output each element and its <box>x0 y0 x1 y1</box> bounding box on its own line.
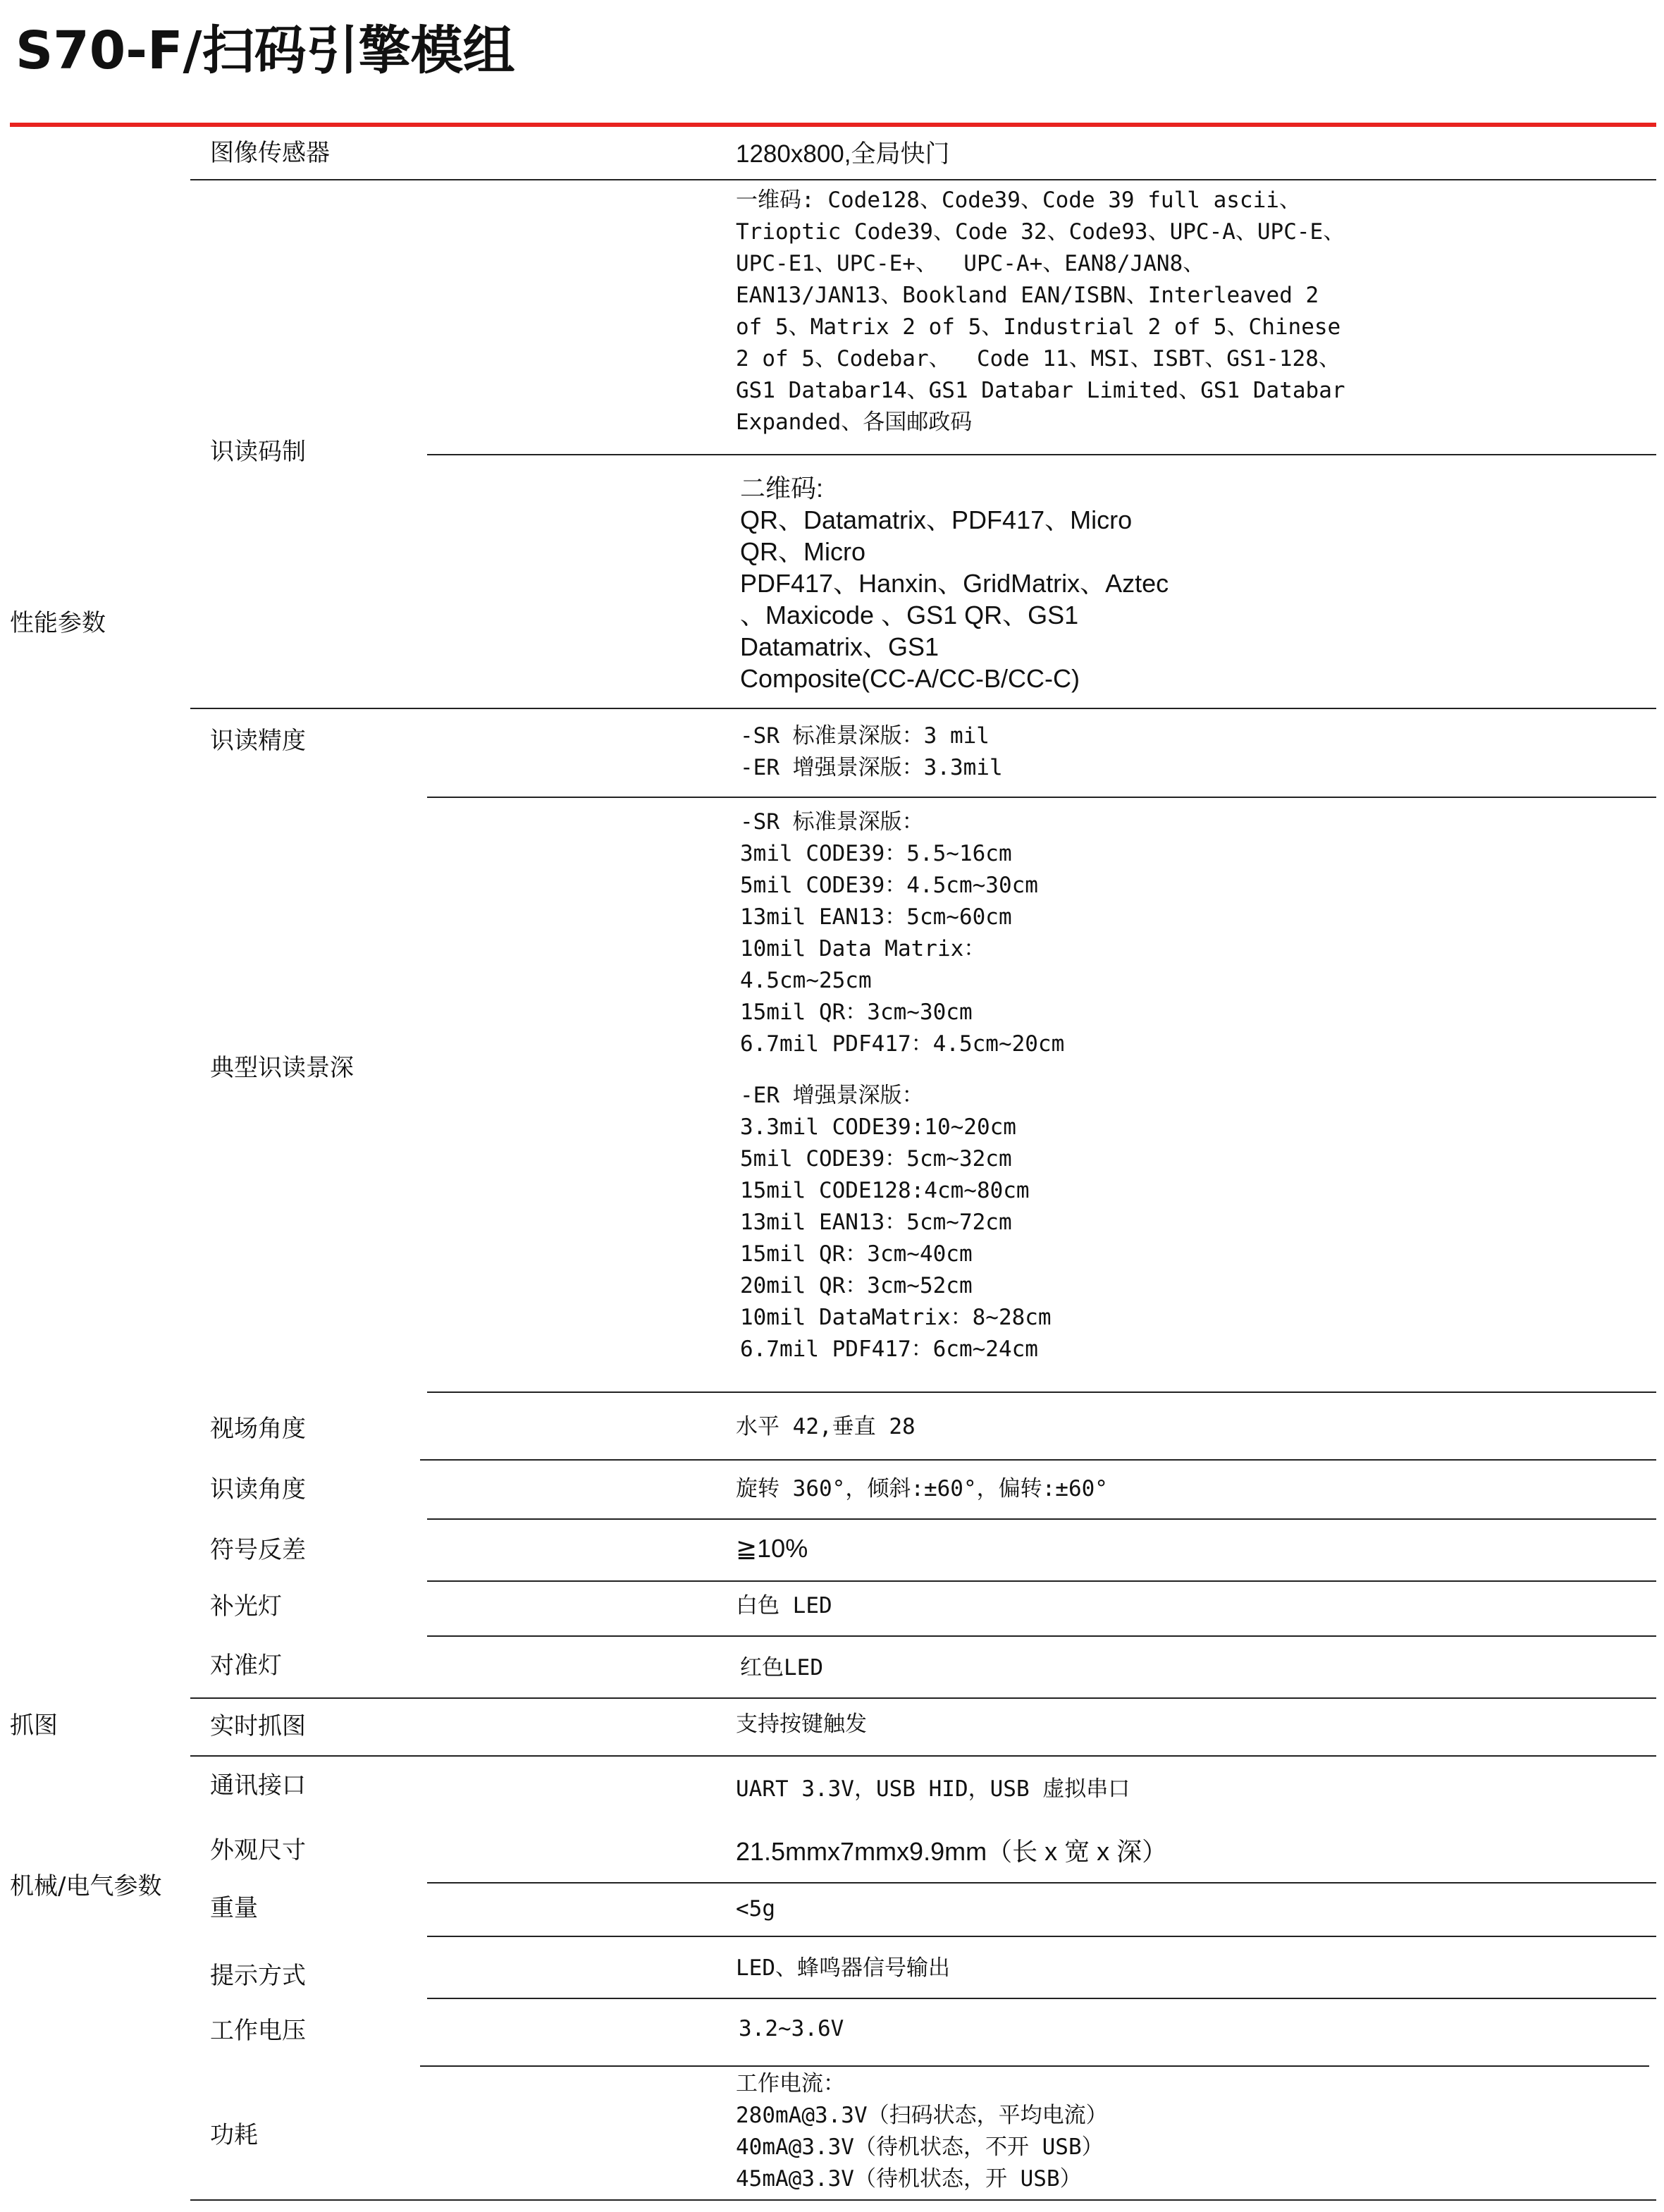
row-divider <box>190 708 1656 709</box>
label-prompt: 提示方式 <box>210 1962 306 1990</box>
label-realtime: 实时抓图 <box>210 1712 306 1740</box>
label-voltage: 工作电压 <box>210 2017 306 2045</box>
row-divider <box>190 179 1656 180</box>
value-precision: -SR 标准景深版：3 mil -ER 增强景深版：3.3mil <box>740 723 1003 780</box>
label-fill-light: 补光灯 <box>210 1592 282 1621</box>
label-symbology: 识读码制 <box>210 438 306 466</box>
row-divider <box>427 1391 1656 1393</box>
label-precision: 识读精度 <box>210 727 306 755</box>
row-divider <box>427 454 1656 455</box>
row-divider <box>427 1936 1656 1937</box>
value-voltage: 3.2~3.6V <box>739 2016 844 2041</box>
label-weight: 重量 <box>210 1894 258 1922</box>
label-size: 外观尺寸 <box>210 1836 306 1864</box>
value-power: 工作电流： 280mA@3.3V（扫码状态，平均电流） 40mA@3.3V（待机状态，不开 USB） 45mA@3.3V（待机状态，开 USB） <box>736 2071 1108 2192</box>
row-divider <box>427 1882 1656 1884</box>
label-fov: 视场角度 <box>210 1415 306 1443</box>
value-fill-light: 白色 LED <box>736 1593 832 1618</box>
value-dof-er: -ER 增强景深版： 3.3mil CODE39:10~20cm 5mil CODE39：5cm~32cm 15mil CODE128:4cm~80cm 13mil EAN13：5cm~72cm 15mil QR：3cm~40cm 20mil QR：3cm~52cm 10mil DataMatrix：8~28cm 6.7mil PDF417：6cm~24cm <box>740 1083 1052 1362</box>
label-contrast: 符号反差 <box>210 1536 306 1564</box>
row-divider <box>420 2065 1649 2067</box>
value-prompt: LED、蜂鸣器信号输出 <box>736 1955 950 1981</box>
label-angle: 识读角度 <box>210 1475 306 1504</box>
value-weight: <5g <box>736 1896 775 1922</box>
row-divider <box>427 1635 1656 1637</box>
value-aim-light: 红色LED <box>740 1655 823 1680</box>
category-mech-elec: 机械/电气参数 <box>10 1872 162 1900</box>
label-aim-light: 对准灯 <box>210 1652 282 1680</box>
row-divider <box>190 2199 1656 2201</box>
label-dof: 典型识读景深 <box>210 1054 354 1082</box>
page-title: S70-F/扫码引擎模组 <box>16 20 515 81</box>
row-divider <box>427 1518 1656 1520</box>
label-interface: 通讯接口 <box>210 1771 306 1800</box>
category-capture: 抓图 <box>10 1712 58 1740</box>
row-divider <box>420 1459 1656 1461</box>
value-interface: UART 3.3V，USB HID，USB 虚拟串口 <box>736 1776 1130 1802</box>
value-1d-codes: 一维码: Code128、Code39、Code 39 full ascii、 Trioptic Code39、Code 32、Code93、UPC-A、UPC-E、 UPC-E1、UPC-E+、 UPC-A+、EAN8/JAN8、 EAN13/JAN13、Bookland EAN/ISBN、Interleaved 2 of 5、Matrix 2 of 5、Industrial 2 of 5、Chinese 2 of 5、Codebar、 Code 11、MSI、ISBT、GS1-128、 GS1 Databar14、GS1 Databar Limited、GS1 Databar Expanded、各国邮政码 <box>736 188 1345 435</box>
row-divider <box>427 1998 1656 1999</box>
value-angle: 旋转 360°，倾斜:±60°，偏转:±60° <box>736 1476 1108 1501</box>
title-divider <box>10 123 1656 127</box>
row-divider <box>190 1755 1656 1757</box>
value-dof-sr: -SR 标准景深版： 3mil CODE39：5.5~16cm 5mil CODE39：4.5cm~30cm 13mil EAN13：5cm~60cm 10mil Data Matrix： 4.5cm~25cm 15mil QR：3cm~30cm 6.7mil PDF417：4.5cm~20cm <box>740 809 1065 1057</box>
row-divider <box>427 797 1656 798</box>
value-size: 21.5mmx7mmx9.9mm（长 x 宽 x 深） <box>736 1837 1168 1866</box>
value-fov: 水平 42,垂直 28 <box>736 1414 916 1439</box>
label-power: 功耗 <box>210 2121 258 2149</box>
label-sensor: 图像传感器 <box>210 139 330 167</box>
row-divider <box>190 1697 1656 1699</box>
value-2d-codes: 二维码: QR、Datamatrix、PDF417、Micro QR、Micro PDF417、Hanxin、GridMatrix、Aztec 、Maxicode 、GS1 QR、GS1 Datamatrix、GS1 Composite(CC-A/CC-B/CC-C) <box>740 474 1169 693</box>
value-contrast: ≧10% <box>736 1534 808 1563</box>
value-sensor: 1280x800,全局快门 <box>736 140 950 168</box>
row-divider <box>427 1580 1656 1582</box>
category-performance: 性能参数 <box>10 609 106 637</box>
value-realtime: 支持按键触发 <box>736 1712 867 1737</box>
